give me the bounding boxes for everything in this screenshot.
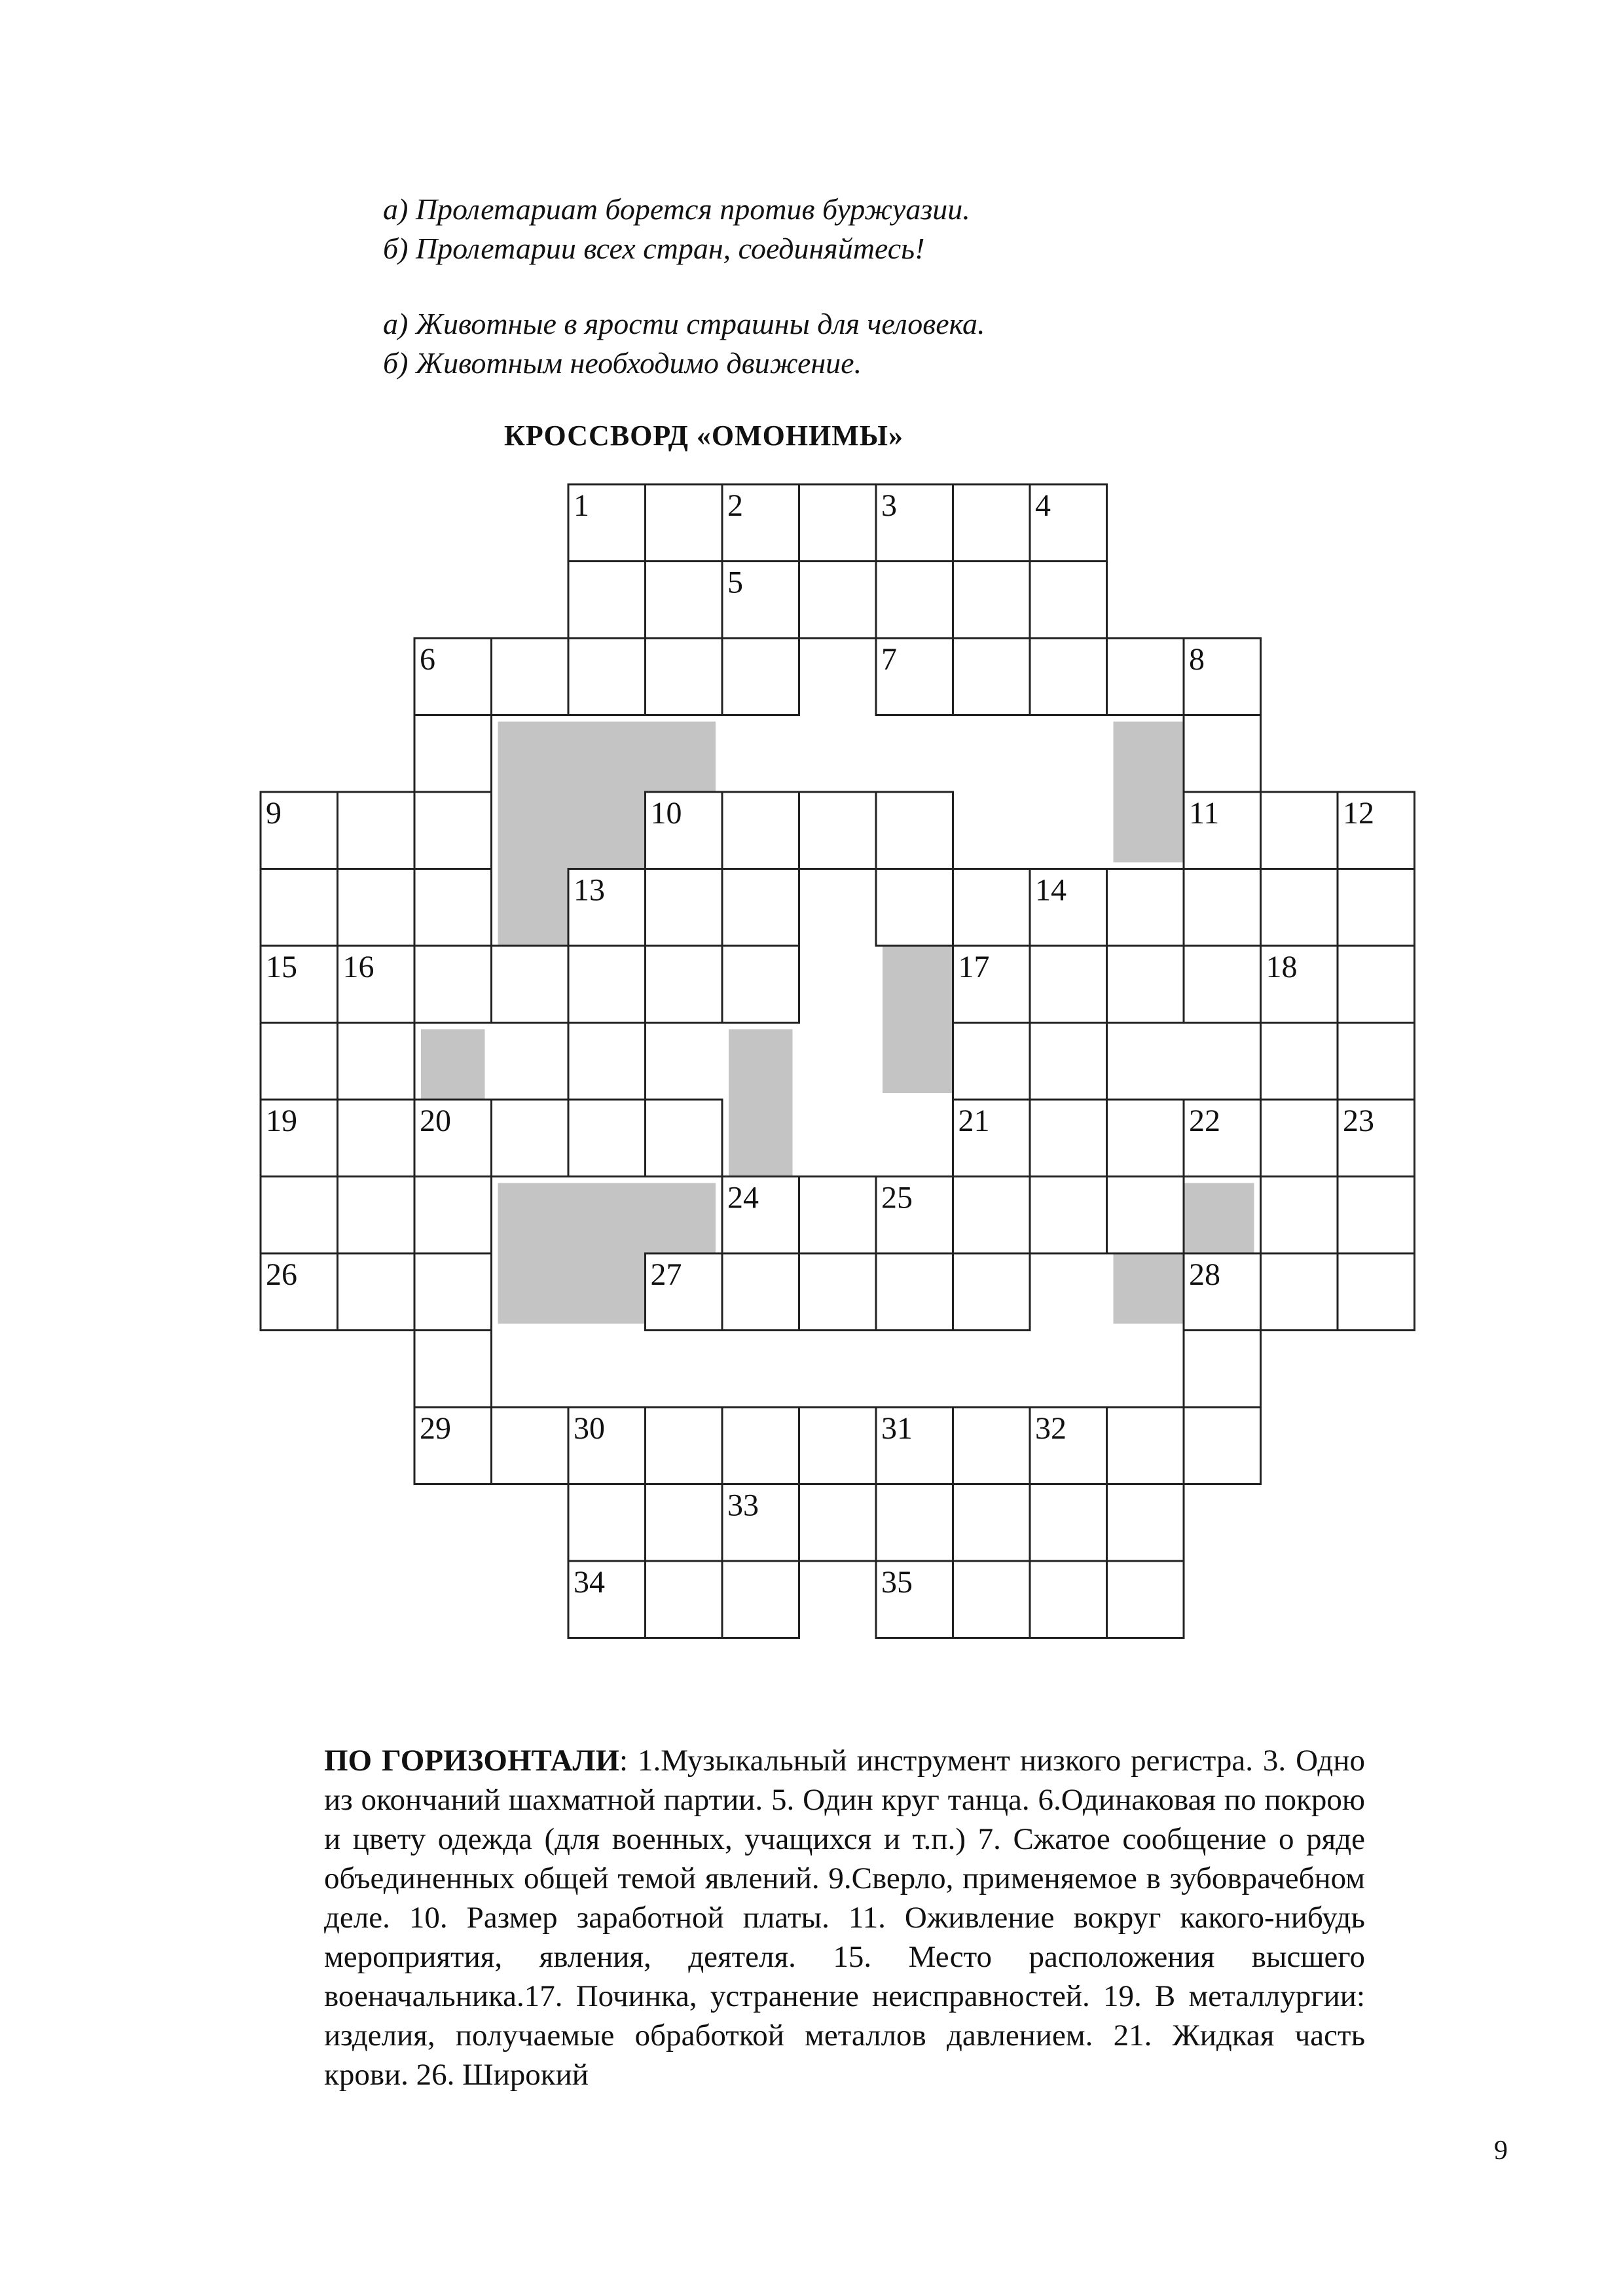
crossword-cell[interactable] — [261, 1177, 338, 1254]
crossword-cell[interactable] — [1338, 1177, 1415, 1254]
crossword-cell[interactable] — [953, 484, 1030, 562]
cell-number: 34 — [574, 1565, 605, 1600]
crossword-cell[interactable] — [568, 1100, 646, 1177]
crossword-cell[interactable] — [646, 1407, 723, 1484]
page-number: 9 — [1494, 2136, 1508, 2166]
crossword-cell[interactable] — [1184, 946, 1261, 1023]
crossword-cell[interactable] — [1107, 1177, 1184, 1254]
crossword-cell[interactable] — [876, 1484, 953, 1562]
cell-number: 5 — [727, 565, 743, 600]
crossword-cell[interactable] — [568, 638, 646, 715]
crossword-cell[interactable] — [1030, 638, 1107, 715]
crossword-cell[interactable] — [1030, 1023, 1107, 1100]
cell-number: 30 — [574, 1411, 605, 1446]
crossword-cell[interactable] — [1030, 1484, 1107, 1562]
cell-number: 10 — [650, 796, 682, 831]
crossword-cell[interactable] — [338, 1023, 415, 1100]
crossword-cell[interactable] — [1261, 1023, 1338, 1100]
crossword-cell[interactable] — [1107, 1100, 1184, 1177]
crossword-cell[interactable] — [646, 869, 723, 946]
crossword-cell[interactable] — [1030, 562, 1107, 639]
cell-number: 16 — [342, 950, 374, 984]
crossword-cell[interactable] — [799, 1177, 877, 1254]
crossword-cell[interactable] — [953, 1484, 1030, 1562]
crossword-cell[interactable] — [414, 715, 492, 793]
crossword-cell[interactable] — [953, 1407, 1030, 1484]
cell-number: 8 — [1189, 642, 1205, 677]
cell-number: 31 — [881, 1411, 913, 1446]
crossword-cell[interactable] — [492, 1100, 569, 1177]
example-sentence-1a: а) Пролетариат борется против буржуазии. — [383, 192, 970, 226]
cell-number: 28 — [1189, 1257, 1220, 1292]
crossword-cell[interactable] — [261, 869, 338, 946]
crossword-cell[interactable] — [414, 946, 492, 1023]
cell-number: 33 — [727, 1488, 759, 1523]
cell-number: 24 — [727, 1180, 759, 1215]
crossword-cell[interactable] — [953, 1561, 1030, 1638]
crossword-cell[interactable] — [414, 792, 492, 869]
crossword-cell[interactable] — [414, 1253, 492, 1331]
crossword-cell[interactable] — [338, 1100, 415, 1177]
cell-number: 35 — [881, 1565, 913, 1600]
crossword-cell[interactable] — [953, 1023, 1030, 1100]
crossword-cell[interactable] — [646, 1100, 723, 1177]
crossword-cell[interactable] — [646, 1561, 723, 1638]
crossword-cell[interactable] — [646, 484, 723, 562]
example-sentence-2b: б) Животным необходимо движение. — [383, 346, 862, 380]
crossword-cell[interactable] — [953, 562, 1030, 639]
crossword-cell[interactable] — [722, 869, 799, 946]
crossword-cell[interactable] — [568, 1484, 646, 1562]
cell-number: 18 — [1266, 950, 1298, 984]
clues-across — [324, 1741, 1365, 2094]
crossword-cell[interactable] — [1107, 1407, 1184, 1484]
clues-text: 1.Музыкальный инструмент низкого регистра. 3. Одно из окончаний шахматной партии. 5. Один круг танца. 6.Одинаковая по покрою и цвету одежда (для военных, учащихся и т.п.) 7. Сжатое сообщение о ряде объединенных общей темой явлений. 9.Сверло, применяемое в зубоврачебном деле. 10. Размер заработной платы. 11. Оживление вокруг какого-нибудь мероприятия, явления, деятеля. 15. Место расположения высшего военачальника.17. Починка, устранение неисправностей. 19. В металлургии: изделия, получаемые обработкой металлов давлением. 21. Жидкая часть крови. 26. Широкий — [324, 1744, 1365, 2092]
crossword-cell[interactable] — [1261, 792, 1338, 869]
crossword-cell[interactable] — [646, 1484, 723, 1562]
crossword-cell[interactable] — [953, 1177, 1030, 1254]
cell-number: 21 — [958, 1103, 990, 1138]
crossword-cell[interactable] — [1107, 946, 1184, 1023]
crossword-cell[interactable] — [414, 869, 492, 946]
crossword-cell[interactable] — [414, 1331, 492, 1408]
crossword-cell[interactable] — [492, 946, 569, 1023]
crossword-cell[interactable] — [1107, 869, 1184, 946]
crossword-cell[interactable] — [261, 1023, 338, 1100]
crossword-cell[interactable] — [722, 638, 799, 715]
crossword-cell[interactable] — [1338, 1253, 1415, 1331]
crossword-cell[interactable] — [1030, 946, 1107, 1023]
cell-number: 13 — [574, 872, 605, 908]
cell-number: 22 — [1189, 1103, 1220, 1138]
crossword-cell[interactable] — [1107, 1484, 1184, 1562]
cell-number: 2 — [727, 488, 743, 523]
cell-number: 29 — [420, 1411, 451, 1446]
crossword-cell[interactable] — [1184, 715, 1261, 793]
crossword-cell[interactable] — [1107, 1561, 1184, 1638]
crossword-cell[interactable] — [876, 792, 953, 869]
cell-number: 32 — [1035, 1411, 1067, 1446]
crossword-cell[interactable] — [722, 1561, 799, 1638]
crossword-cell[interactable] — [1184, 869, 1261, 946]
crossword-cell[interactable] — [414, 1177, 492, 1254]
crossword-cell[interactable] — [799, 1407, 877, 1484]
crossword-cell[interactable] — [338, 1253, 415, 1331]
cell-number: 19 — [266, 1103, 297, 1138]
cell-number: 14 — [1035, 872, 1067, 908]
crossword-cell[interactable] — [492, 1407, 569, 1484]
crossword-cell[interactable] — [338, 869, 415, 946]
crossword-cell[interactable] — [953, 1253, 1030, 1331]
crossword-cell[interactable] — [1030, 1100, 1107, 1177]
crossword-cell[interactable] — [953, 869, 1030, 946]
cell-number: 26 — [266, 1257, 297, 1292]
example-sentence-2a: а) Животные в ярости страшны для человека. — [383, 307, 985, 340]
crossword-cell[interactable] — [568, 562, 646, 639]
crossword-cell[interactable] — [876, 1253, 953, 1331]
crossword-cell[interactable] — [1261, 1253, 1338, 1331]
cell-number: 3 — [881, 488, 897, 523]
crossword-cell[interactable] — [1184, 1331, 1261, 1408]
crossword-cell[interactable] — [799, 792, 877, 869]
clues-heading-colon: : — [619, 1744, 629, 1778]
cell-number: 15 — [266, 950, 297, 984]
crossword-title: КРОССВОРД «ОМОНИМЫ» — [504, 420, 904, 452]
crossword-cell[interactable] — [1338, 869, 1415, 946]
crossword-cell[interactable] — [722, 946, 799, 1023]
cell-number: 20 — [420, 1103, 451, 1138]
clues-heading: ПО ГОРИЗОНТАЛИ — [324, 1744, 620, 1778]
crossword-cell[interactable] — [1338, 946, 1415, 1023]
example-sentence-1b: б) Пролетарии всех стран, соединяйтесь! — [383, 232, 925, 265]
crossword-cell[interactable] — [1184, 1407, 1261, 1484]
cell-number: 17 — [958, 950, 990, 984]
crossword-cell[interactable] — [338, 1177, 415, 1254]
crossword-cell[interactable] — [568, 1023, 646, 1100]
cell-number: 25 — [881, 1180, 913, 1215]
cell-number: 4 — [1035, 488, 1051, 523]
crossword-cell[interactable] — [338, 792, 415, 869]
cell-number: 23 — [1343, 1103, 1374, 1138]
crossword-cell[interactable] — [953, 638, 1030, 715]
cell-number: 9 — [266, 796, 282, 831]
cell-number: 7 — [881, 642, 897, 677]
crossword-cell[interactable] — [492, 638, 569, 715]
crossword-cell[interactable] — [1261, 1177, 1338, 1254]
crossword-cell[interactable] — [646, 562, 723, 639]
crossword-cell[interactable] — [722, 792, 799, 869]
crossword-cell[interactable] — [1261, 869, 1338, 946]
cell-number: 1 — [574, 488, 589, 523]
crossword-cell[interactable] — [799, 484, 877, 562]
crossword-cell[interactable] — [799, 1253, 877, 1331]
crossword-cell[interactable] — [876, 869, 953, 946]
crossword-cell[interactable] — [1338, 1023, 1415, 1100]
crossword-cell[interactable] — [1030, 1177, 1107, 1254]
crossword-cell[interactable] — [799, 562, 877, 639]
crossword-cell[interactable] — [646, 946, 723, 1023]
crossword-cell[interactable] — [1030, 1561, 1107, 1638]
cell-number: 6 — [420, 642, 435, 677]
cell-number: 11 — [1189, 796, 1220, 831]
crossword-cell[interactable] — [722, 1253, 799, 1331]
cell-number: 12 — [1343, 796, 1374, 831]
crossword-cell[interactable] — [1261, 1100, 1338, 1177]
crossword-cell[interactable] — [722, 1407, 799, 1484]
crossword-cell[interactable] — [1107, 638, 1184, 715]
crossword-cell[interactable] — [799, 1484, 877, 1562]
crossword-cell[interactable] — [568, 946, 646, 1023]
crossword-cell[interactable] — [646, 638, 723, 715]
cell-number: 27 — [650, 1257, 682, 1292]
